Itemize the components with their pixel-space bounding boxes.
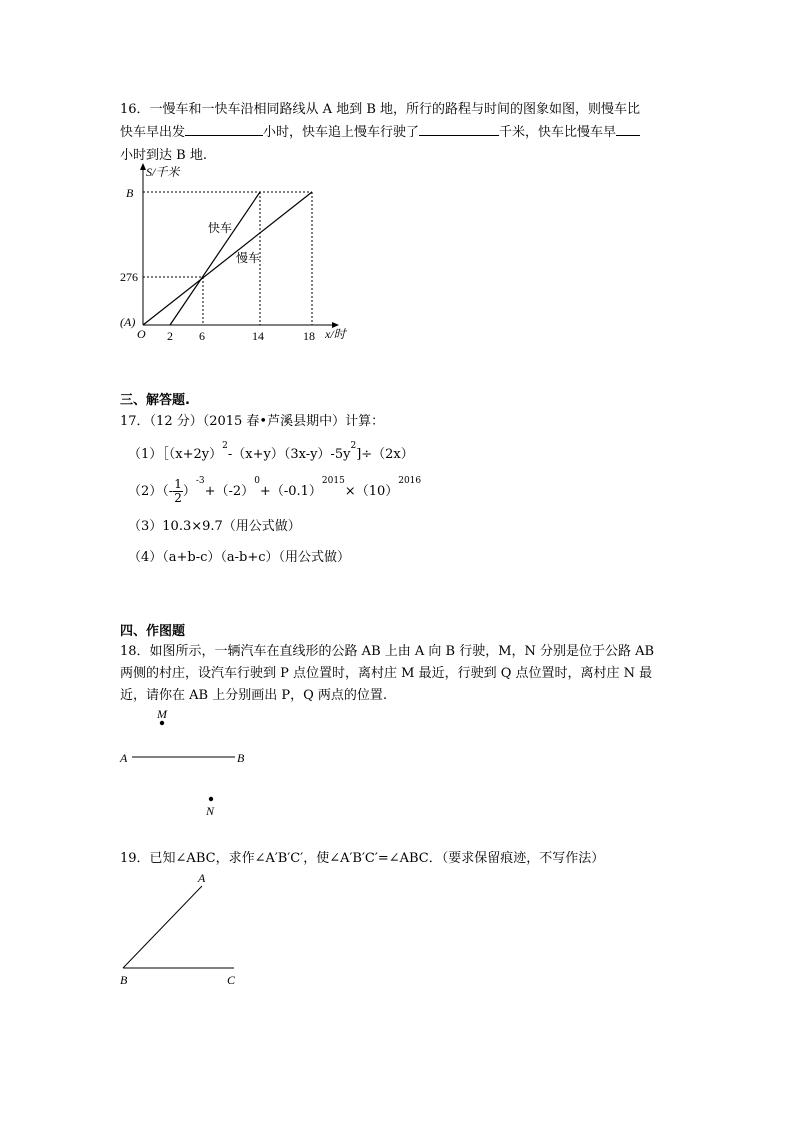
q17-p2-sup2: 0 [254,476,260,486]
q19-text: 19．已知∠ABC，求作∠A′B′C′，使∠A′B′C′=∠ABC．（要求保留痕迹，不写作法） [120,851,605,866]
x-tick-2: 2 [167,329,173,343]
q17-p2-sup3: 2015 [321,476,345,486]
y-tick-276: 276 [120,270,138,284]
point-m [160,721,164,725]
ray-ba [123,886,202,968]
q16-line-1: 16．一慢车和一快车沿相同路线从 A 地到 B 地，所行的路程与时间的图象如图，则慢车比 [120,102,641,117]
x-tick-18: 18 [303,329,315,343]
q17-p1-label: （1） [128,447,163,462]
q17-header: 17．（12 分）（2015 春•芦溪县期中）计算： [120,414,385,429]
series-slow-label: 慢车 [236,251,261,265]
q17-p2-sup4: 2016 [398,476,422,486]
q16-line-3: 小时到达 B 地. [120,148,207,163]
q16-blank-2[interactable] [419,122,499,136]
q16-line-2 [120,121,640,140]
label-a-origin: (A) [120,315,136,329]
q17-p2-fraction [173,478,183,505]
q17-part-2 [128,478,421,505]
q17-p1-b: -（x+y）（3x-y）-5y [227,447,351,462]
q17-p2-sup1: -3 [195,476,205,486]
label-a: A [198,871,206,885]
q17-p2-label: （2） [128,484,163,499]
label-a: A [120,751,128,765]
y-axis-label: S/千米 [146,165,180,179]
q16-text-c: 千米，快车比慢车早 [499,125,617,140]
q16-text-b: 小时，快车追上慢车行驶了 [263,125,420,140]
q17-p2-close: ） [182,484,196,499]
label-b: B [120,973,128,987]
q16-text-a: 快车早出发 [120,125,186,140]
section-3-title: 三、解答题. [120,393,190,408]
series-fast-label: 快车 [208,221,233,235]
q17-p2-open: （- [162,484,174,499]
q18-line-2: 两侧的村庄，设汽车行驶到 P 点位置时，离村庄 M 最近，行驶到 Q 点位置时，离村庄 N 最 [120,666,653,681]
q17-part-3: （3）10.3×9.7（用公式做） [128,519,301,534]
q17-part-1 [128,443,414,462]
point-n [209,797,213,801]
x-axis-label: x/时 [325,327,346,341]
q16-blank-3[interactable] [616,122,640,136]
label-b: B [237,751,245,765]
series-slow-line [143,192,312,325]
x-tick-6: 6 [199,329,205,343]
label-n: N [206,804,215,818]
q17-p1-sup: 2 [222,441,228,451]
y-label-b: B [126,186,134,200]
q17-p1-c: ]÷（2x） [356,447,414,462]
label-c: C [227,973,236,987]
q18-line-3: 近，请你在 AB 上分别画出 P，Q 两点的位置. [120,688,388,703]
section-4-title: 四、作图题 [120,624,186,639]
label-m: M [157,707,167,721]
q18-line-1: 18．如图所示，一辆汽车在直线形的公路 AB 上由 A 向 B 行驶，M，N 分别是位于公路 AB [120,644,655,659]
q19-figure [110,868,250,993]
q16-blank-1[interactable] [185,122,263,136]
q17-part-4: （4）（a+b-c）（a-b+c）（用公式做） [128,550,351,565]
fraction-numerator: 1 [174,477,182,491]
q17-p2-mid3: ×（10） [344,484,399,499]
x-tick-14: 14 [252,329,264,343]
q17-p2-mid1: +（-2） [204,484,255,499]
origin-label: O [137,327,146,341]
q17-p2-mid2: +（-0.1） [259,484,322,499]
q16-chart [110,160,360,350]
fraction-denominator: 2 [174,491,182,505]
q17-p1-a: ［（x+2y） [162,447,223,462]
q18-figure [110,700,270,825]
q17-p1-sup2: 2 [350,441,357,451]
